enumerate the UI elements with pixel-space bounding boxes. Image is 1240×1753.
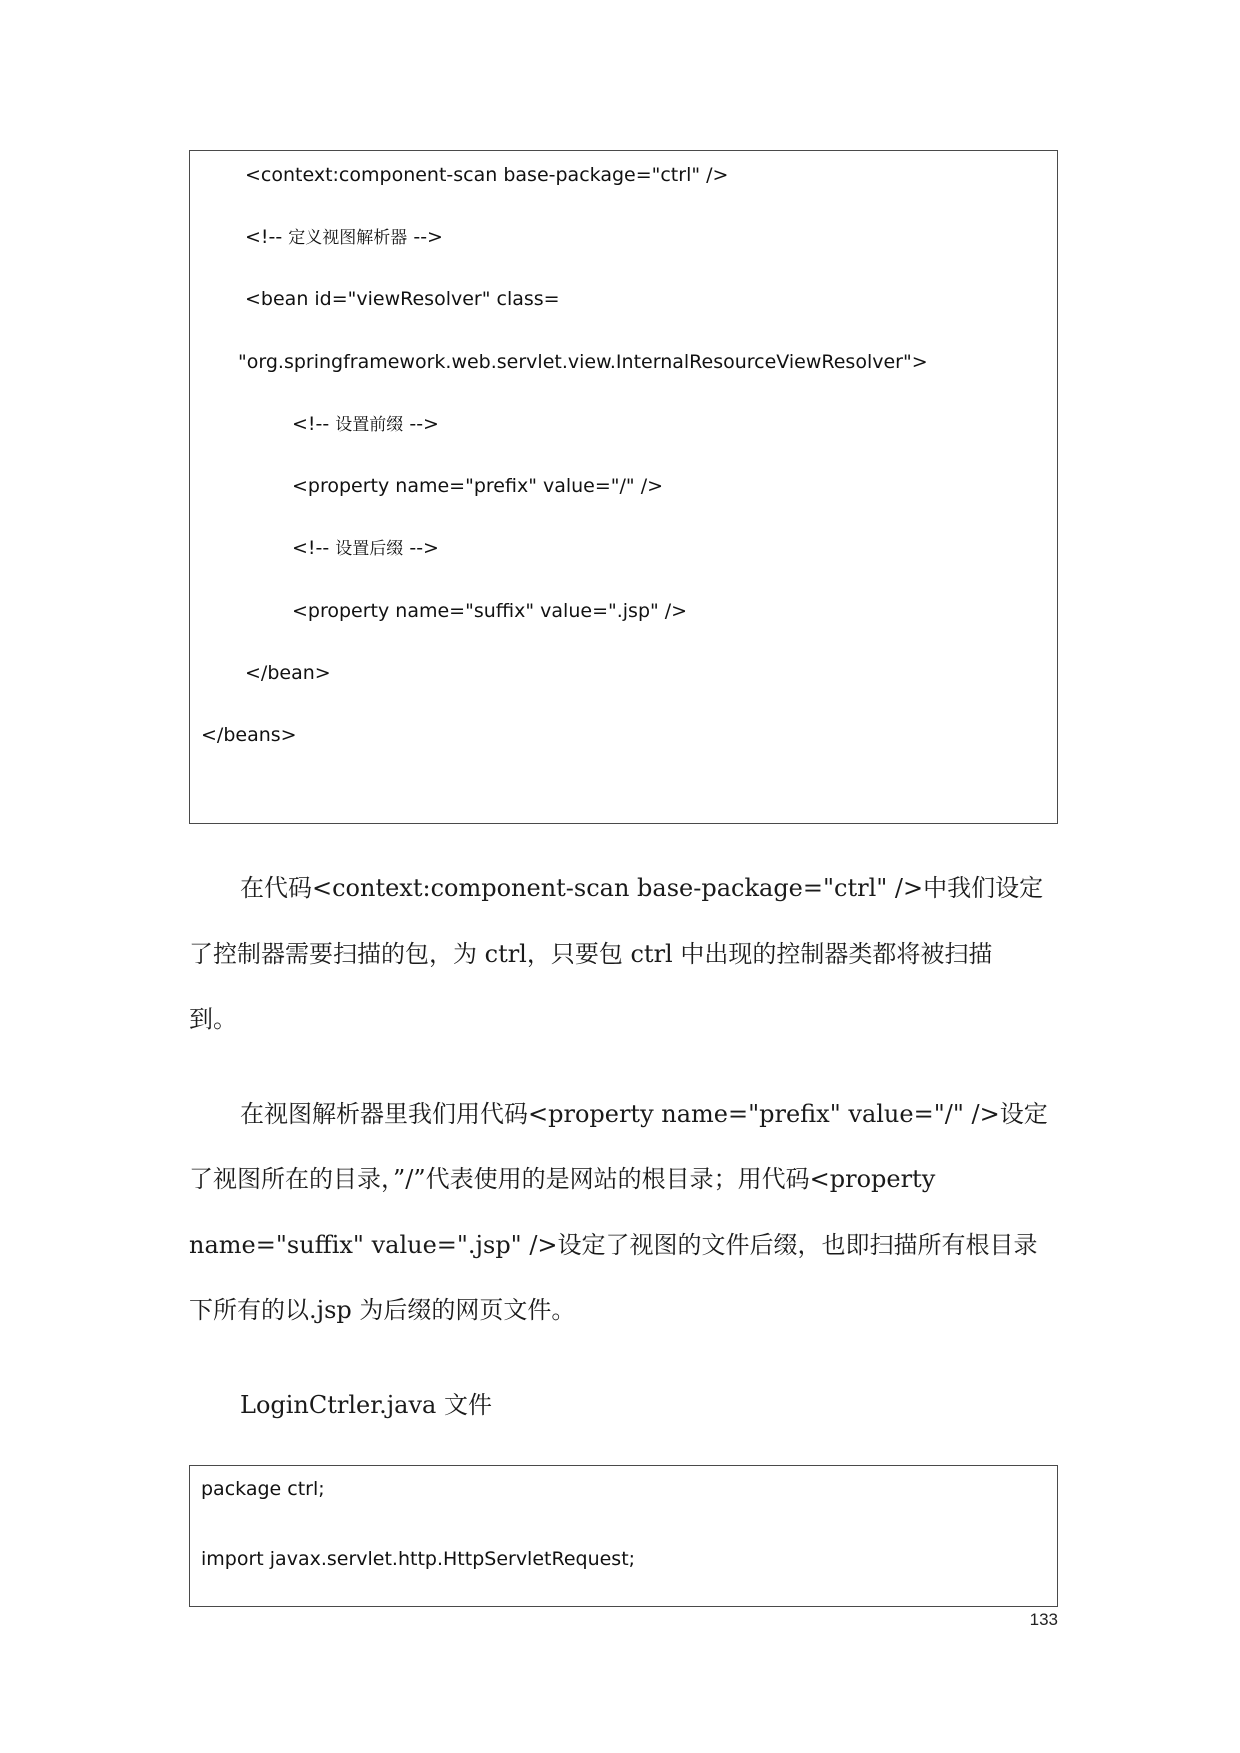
code-line: import javax.servlet.http.HttpServletRequest; [201,1548,636,1570]
code-line: <context:component-scan base-package="ctrl" /> [245,164,729,186]
code-line: "org.springframework.web.servlet.view.InternalResourceViewResolver"> [238,351,928,373]
paragraph-line: 了控制器需要扫描的包，为 ctrl，只要包 ctrl 中出现的控制器类都将被扫描 [189,940,993,968]
code-line: </beans> [201,724,297,746]
comment-close: --> [409,537,439,559]
page-number: 133 [1029,1610,1058,1629]
code-line: package ctrl; [201,1478,325,1500]
code-line: <property name="suffix" value=".jsp" /> [292,600,688,622]
code-comment [292,412,439,437]
paragraph-line: name="suffix" value=".jsp" />设定了视图的文件后缀，也即扫描所有根目录 [189,1231,1038,1259]
code-line: <bean id="viewResolver" class= [245,288,560,310]
code-block [189,150,1058,824]
code-line: <property name="prefix" value="/" /> [292,475,664,497]
paragraph-line: 在代码<context:component-scan base-package="ctrl" />中我们设定 [240,874,1044,902]
paragraph-line: 下所有的以.jsp 为后缀的网页文件。 [189,1296,576,1324]
comment-open: <!-- [245,226,283,248]
code-block [189,1465,1058,1607]
paragraph-line: 在视图解析器里我们用代码<property name="prefix" value="/" />设定 [240,1100,1048,1128]
code-line: </bean> [245,662,331,684]
comment-close: --> [409,413,439,435]
file-label: LoginCtrler.java 文件 [240,1391,492,1419]
comment-open: <!-- [292,537,330,559]
paragraph-line: 到。 [189,1005,237,1033]
paragraph-line: 了视图所在的目录，”/”代表使用的是网站的根目录；用代码<property [189,1165,936,1193]
comment-text: 定义视图解析器 [288,228,408,248]
code-comment [292,536,439,561]
comment-open: <!-- [292,413,330,435]
code-comment [245,225,443,250]
comment-text: 设置后缀 [335,539,404,559]
comment-text: 设置前缀 [335,415,404,435]
comment-close: --> [413,226,443,248]
